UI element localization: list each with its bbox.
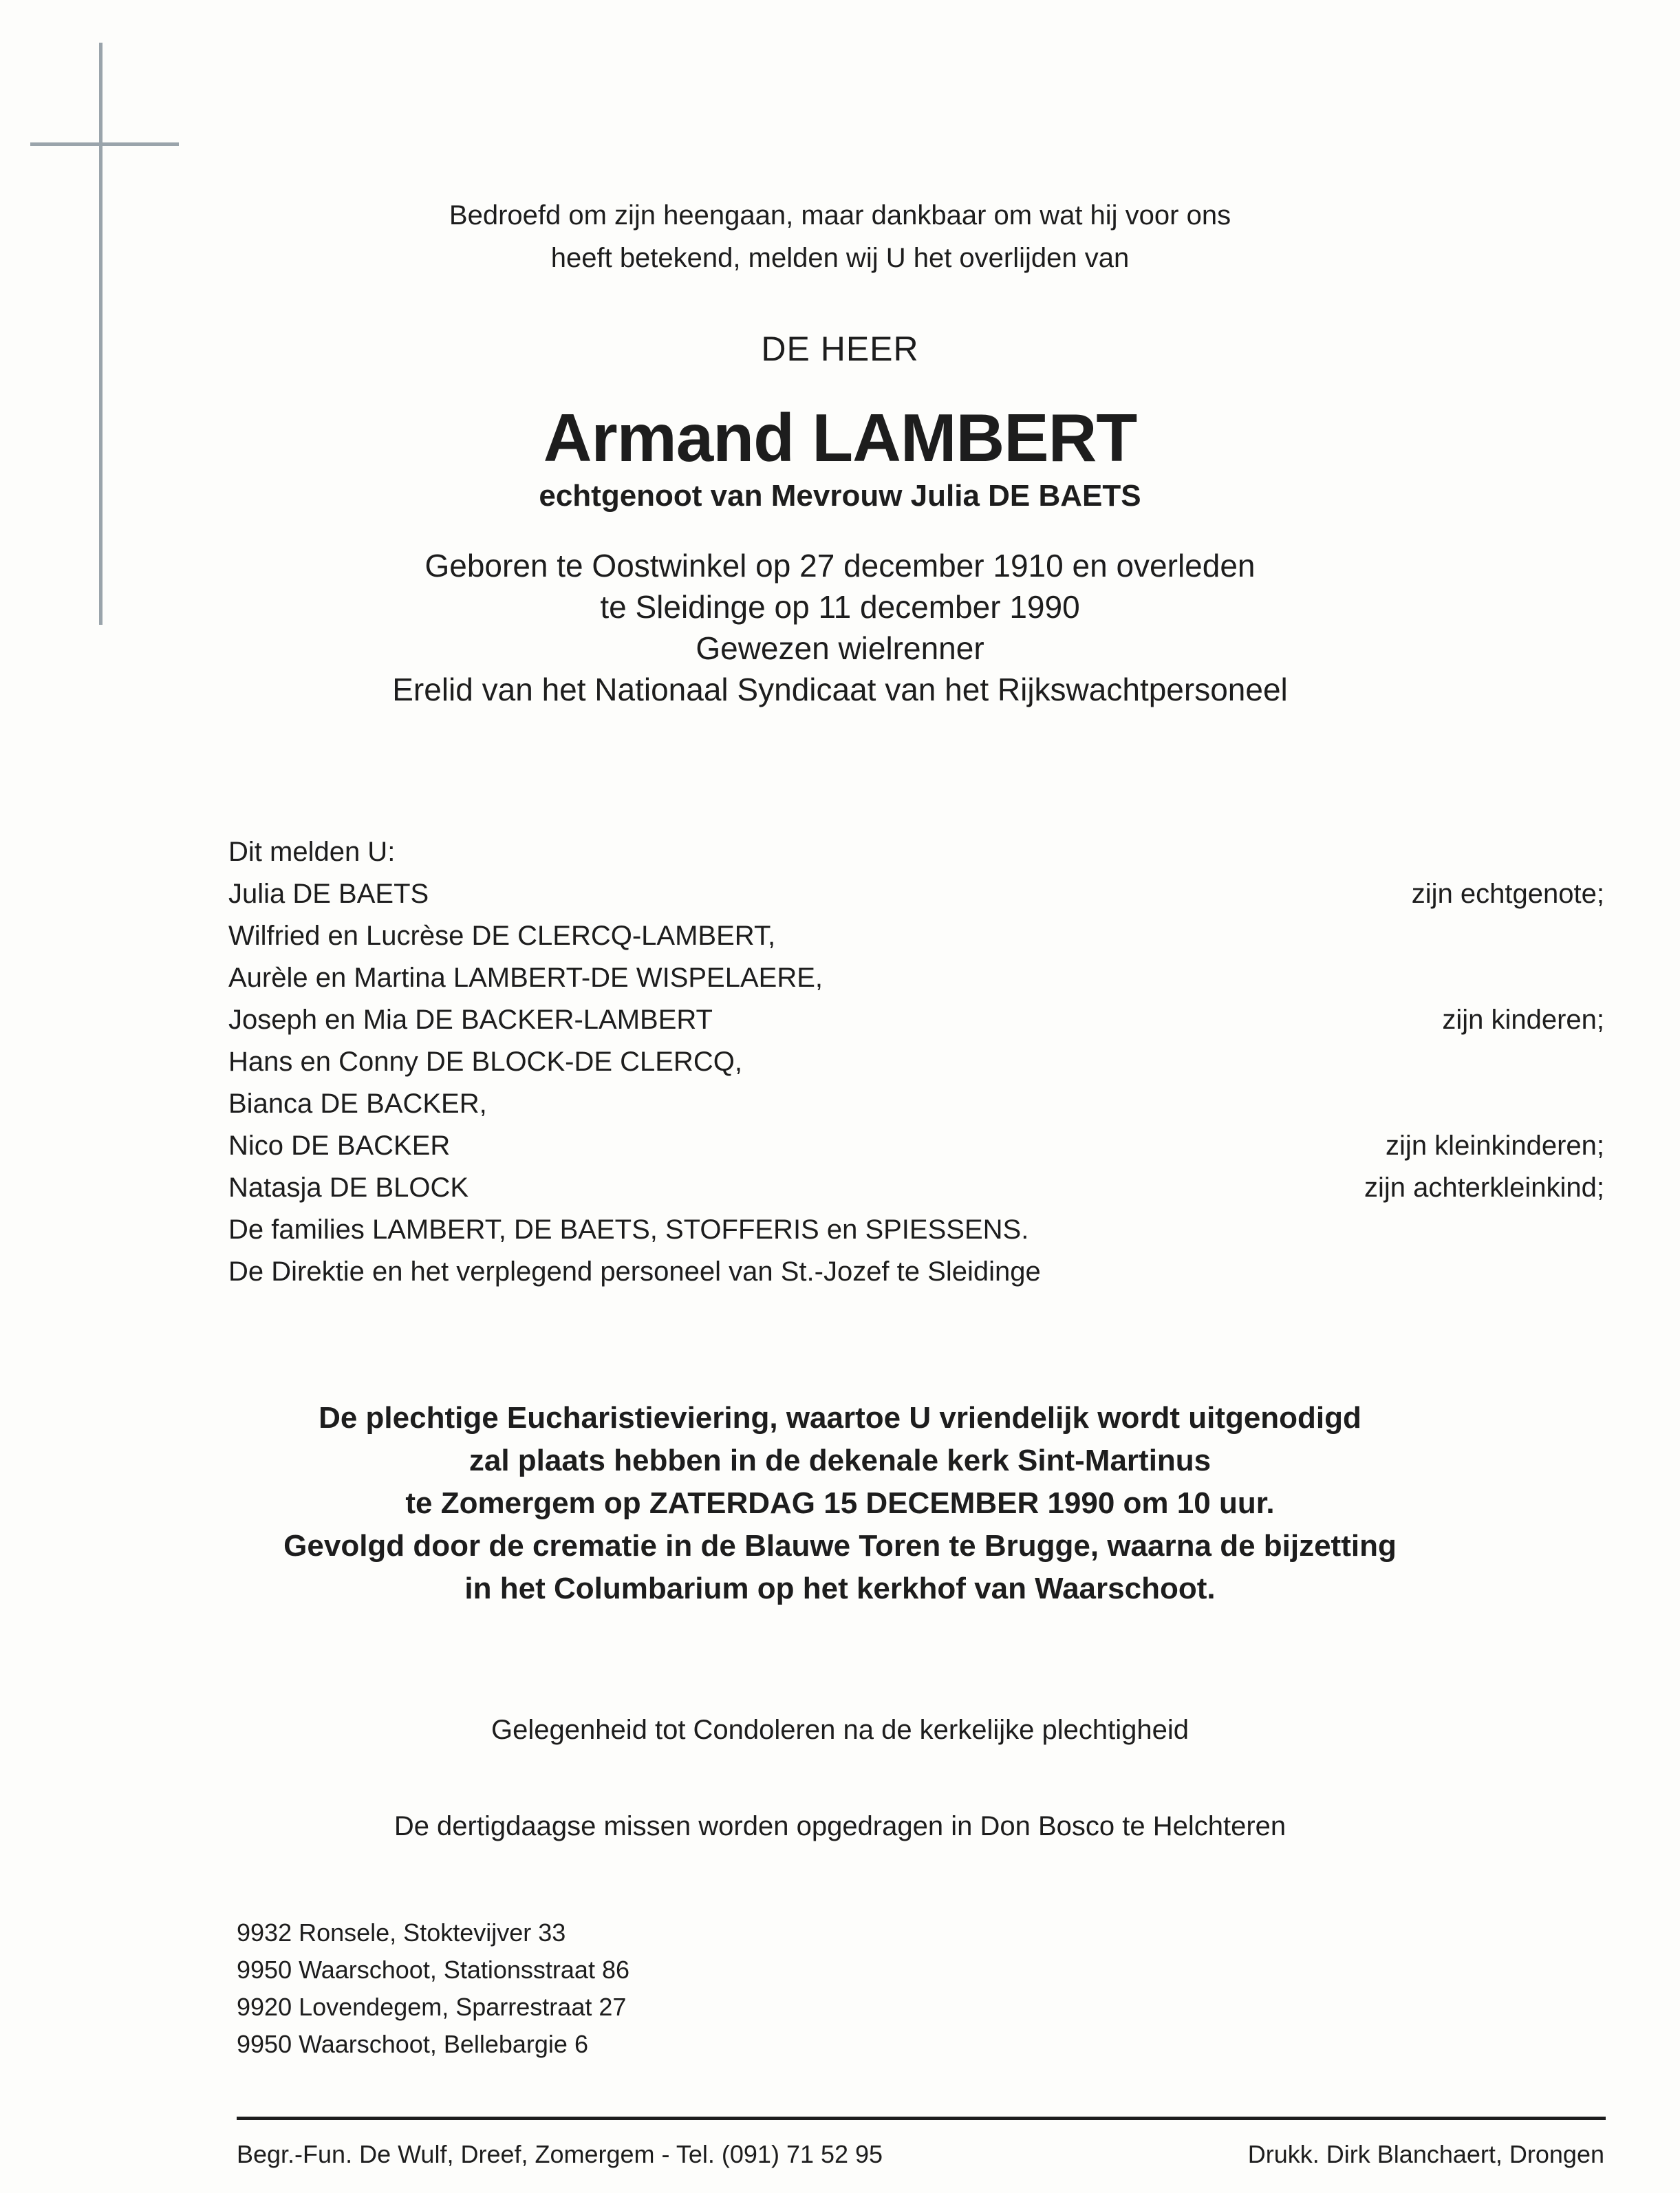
funeral-director: Begr.-Fun. De Wulf, Dreef, Zomergem - Tel. (091) 71 52 95 (237, 2140, 883, 2168)
mourner-row (228, 999, 1604, 1041)
mourner-name: Julia DE BAETS (228, 879, 429, 909)
address-line: 9950 Waarschoot, Bellebargie 6 (237, 2030, 588, 2058)
address-line: 9920 Lovendegem, Sparrestraat 27 (237, 1993, 627, 2021)
life-details (0, 545, 1680, 710)
mourner-relation: zijn kinderen; (1442, 1005, 1604, 1035)
occupation-line: Gewezen wielrenner (696, 630, 984, 666)
footer-divider (237, 2117, 1606, 2120)
honorific: DE HEER (761, 330, 919, 368)
condolence-note: Gelegenheid tot Condoleren na de kerkelijke plechtigheid (491, 1715, 1189, 1745)
address-list (237, 1914, 629, 2063)
mass-line: in het Columbarium op het kerkhof van Waarschoot. (464, 1572, 1216, 1605)
mourner-row (228, 1041, 1604, 1083)
mass-line: De plechtige Eucharistieviering, waartoe U vriendelijk wordt uitgenodigd (319, 1401, 1361, 1435)
death-line: te Sleidinge op 11 december 1990 (600, 589, 1080, 625)
address-line: 9932 Ronsele, Stoktevijver 33 (237, 1918, 566, 1947)
mourner-relation: zijn echtgenote; (1411, 879, 1604, 909)
mourner-row (228, 1167, 1604, 1209)
mourners-header: Dit melden U: (228, 837, 396, 867)
mourner-name: Bianca DE BACKER, (228, 1089, 487, 1119)
mass-line: Gevolgd door de crematie in de Blauwe Toren te Brugge, waarna de bijzetting (283, 1529, 1397, 1563)
mourner-row (228, 1083, 1604, 1125)
mourner-row (228, 1125, 1604, 1167)
mourner-name: Aurèle en Martina LAMBERT-DE WISPELAERE, (228, 963, 823, 993)
mourner-row (228, 1209, 1604, 1251)
mourner-relation: zijn achterkleinkind; (1364, 1173, 1604, 1203)
intro-line: Bedroefd om zijn heengaan, maar dankbaar om wat hij voor ons (449, 200, 1231, 231)
mourner-name: Nico DE BACKER (228, 1131, 451, 1161)
cross-horizontal-bar (30, 142, 179, 146)
deceased-name: Armand LAMBERT (543, 400, 1137, 475)
membership-line: Erelid van het Nationaal Syndicaat van het Rijkswachtpersoneel (392, 672, 1288, 707)
birth-line: Geboren te Oostwinkel op 27 december 1910 en overleden (424, 548, 1256, 584)
masses-note: De dertigdaagse missen worden opgedragen in Don Bosco te Helchteren (394, 1811, 1286, 1841)
mourner-name: Wilfried en Lucrèse DE CLERCQ-LAMBERT, (228, 921, 776, 951)
mourner-relation: zijn kleinkinderen; (1386, 1131, 1604, 1161)
mourner-row (228, 1251, 1604, 1293)
spouse-line: echtgenoot van Mevrouw Julia DE BAETS (539, 479, 1141, 513)
address-line: 9950 Waarschoot, Stationsstraat 86 (237, 1956, 629, 1984)
intro-line: heeft betekend, melden wij U het overlijden van (550, 243, 1130, 273)
mourner-row (228, 915, 1604, 957)
mourner-name: Hans en Conny DE BLOCK-DE CLERCQ, (228, 1047, 742, 1077)
mourner-name: Joseph en Mia DE BACKER-LAMBERT (228, 1005, 713, 1035)
printer-credit: Drukk. Dirk Blanchaert, Drongen (1247, 2140, 1604, 2168)
mourner-name: Natasja DE BLOCK (228, 1173, 469, 1203)
mourners-header-row (228, 831, 1604, 873)
mourner-row (228, 957, 1604, 999)
mourner-name: De Direktie en het verplegend personeel van St.-Jozef te Sleidinge (228, 1256, 1041, 1287)
funeral-mass-notice (0, 1397, 1680, 1610)
mass-line: te Zomergem op ZATERDAG 15 DECEMBER 1990 om 10 uur. (405, 1486, 1275, 1520)
mourners-list (228, 831, 1604, 1293)
mourner-name: De families LAMBERT, DE BAETS, STOFFERIS en SPIESSENS. (228, 1215, 1029, 1245)
mass-line: zal plaats hebben in de dekenale kerk Sint-Martinus (469, 1444, 1211, 1477)
intro-text (0, 194, 1680, 279)
mourner-row (228, 873, 1604, 915)
